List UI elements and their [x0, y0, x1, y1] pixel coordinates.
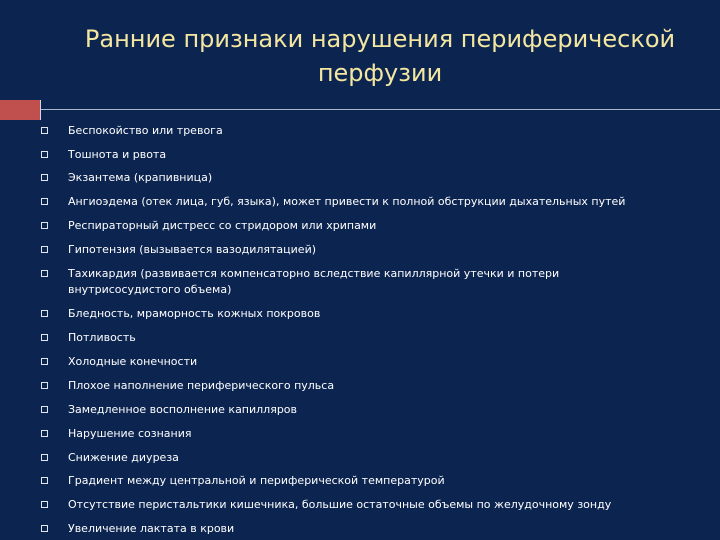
- square-bullet-icon: [41, 127, 48, 134]
- square-bullet-icon: [41, 174, 48, 181]
- square-bullet-icon: [41, 525, 48, 532]
- list-item-text: Градиент между центральной и периферической температурой: [68, 474, 445, 487]
- square-bullet-icon: [41, 310, 48, 317]
- list-item-text: Беспокойство или тревога: [68, 124, 223, 137]
- square-bullet-icon: [41, 246, 48, 253]
- list-item-text: Нарушение сознания: [68, 427, 192, 440]
- list-item-text: Плохое наполнение периферического пульса: [68, 379, 335, 392]
- square-bullet-icon: [41, 454, 48, 461]
- square-bullet-icon: [41, 270, 48, 277]
- list-item-text: Тошнота и рвота: [68, 148, 167, 161]
- accent-block: [0, 100, 40, 120]
- header-divider: [0, 100, 720, 120]
- list-item-text: Тахикардия (развивается компенсаторно вследствие капиллярной утечки и потери внутрисосудистого объема): [68, 267, 560, 296]
- square-bullet-icon: [41, 358, 48, 365]
- divider-horizontal-line: [41, 109, 720, 110]
- square-bullet-icon: [41, 222, 48, 229]
- list-item-text: Увеличение лактата в крови: [68, 522, 235, 535]
- divider-vertical-line: [40, 100, 41, 120]
- square-bullet-icon: [41, 477, 48, 484]
- square-bullet-icon: [41, 382, 48, 389]
- square-bullet-icon: [41, 430, 48, 437]
- list-item-text: Респираторный дистресс со стридором или хрипами: [68, 219, 377, 232]
- square-bullet-icon: [41, 406, 48, 413]
- list-item-text: Потливость: [68, 331, 136, 344]
- list-item-text: Холодные конечности: [68, 355, 198, 368]
- list-item-text: Гипотензия (вызывается вазодилятацией): [68, 243, 317, 256]
- list-item-text: Отсутствие перистальтики кишечника, большие остаточные объемы по желудочному зонду: [68, 498, 612, 511]
- square-bullet-icon: [41, 501, 48, 508]
- slide-title-line-1: Ранние признаки нарушения периферической: [84, 25, 676, 53]
- list-item-text: Бледность, мраморность кожных покровов: [68, 307, 321, 320]
- slide-title-line-2: перфузии: [317, 59, 443, 87]
- list-item-text: Снижение диуреза: [68, 451, 179, 464]
- list-item-text: Экзантема (крапивница): [68, 171, 213, 184]
- slide-title: [40, 22, 720, 90]
- square-bullet-icon: [41, 334, 48, 341]
- square-bullet-icon: [41, 151, 48, 158]
- list-item-text: Ангиоэдема (отек лица, губ, языка), может привести к полной обструкции дыхательных путей: [68, 195, 626, 208]
- list-item-text: Замедленное восполнение капилляров: [68, 403, 298, 416]
- square-bullet-icon: [41, 198, 48, 205]
